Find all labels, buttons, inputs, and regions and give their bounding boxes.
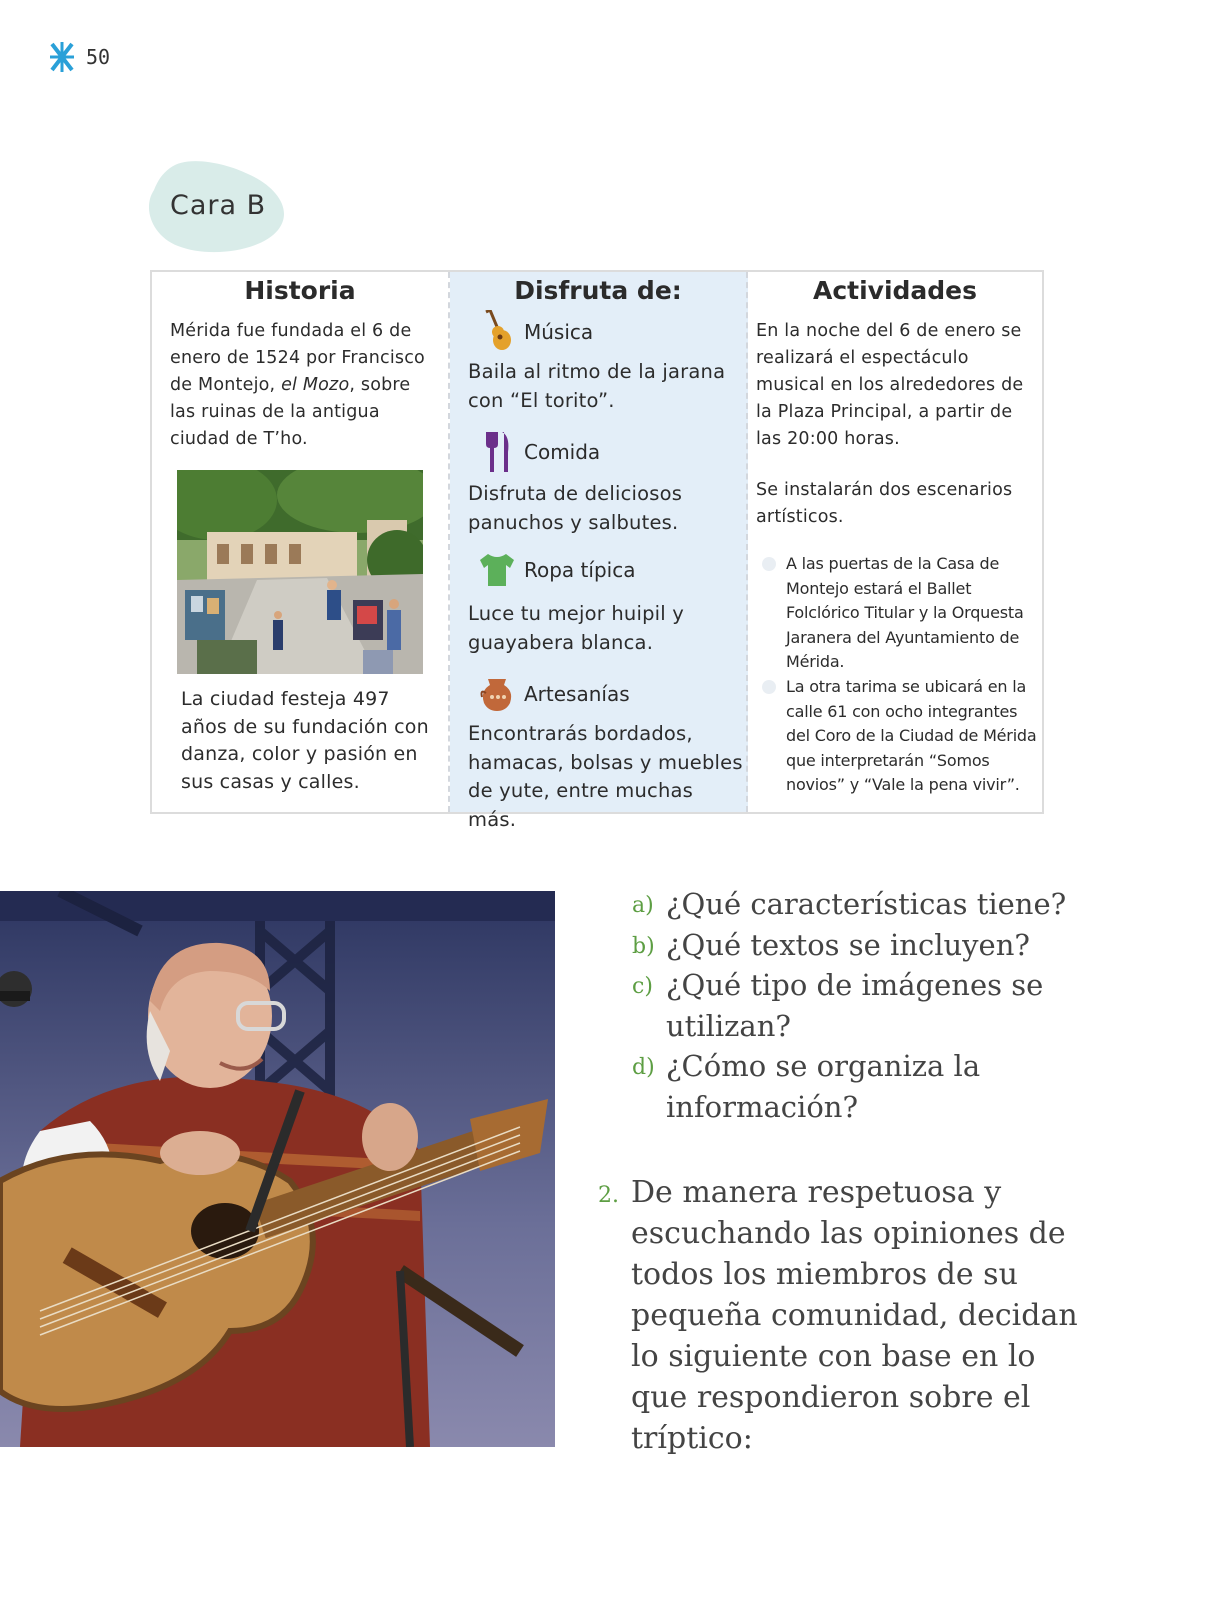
question-text: ¿Qué textos se incluyen? <box>666 927 1030 962</box>
list-item <box>598 1172 1088 1459</box>
actividades-text-1: En la noche del 6 de enero se realizará el espectáculo musical en los alrededores de la Plaza Principal, a partir de las 20:00 horas. <box>756 321 1024 449</box>
artesanias-text: Encontrarás bordados, hamacas, bolsas y muebles de yute, entre muchas más. <box>468 722 743 831</box>
musician-photo <box>0 891 555 1447</box>
musica-heading <box>478 310 593 354</box>
star-knot-icon <box>48 40 76 74</box>
artesanias-heading <box>478 672 630 716</box>
comida-label: Comida <box>524 440 601 464</box>
bullet-text-1: A las puertas de la Casa de Montejo estará el Ballet Folclórico Titular y la Orquesta Jaranera del Ayuntamiento de Mérida. <box>786 554 1024 671</box>
list-item <box>632 965 1092 1046</box>
question-text: ¿Qué características tiene? <box>666 887 1067 921</box>
disfruta-column <box>450 272 748 831</box>
cara-label: Cara B <box>170 190 267 221</box>
instruction-text: De manera respetuosa y escuchando las opiniones de todos los miembros de su pequeña comunidad, decidan lo siguiente con base en lo que respondieron sobre el tríptico: <box>631 1175 1078 1456</box>
question-letter: c) <box>632 974 653 999</box>
questions-list <box>632 884 1092 1127</box>
actividades-title: Actividades <box>812 276 978 305</box>
page-header <box>48 40 110 74</box>
comida-text: Disfruta de deliciosos panuchos y salbutes. <box>468 482 683 534</box>
instruction-2 <box>598 1172 1088 1459</box>
fork-knife-icon <box>478 430 516 474</box>
question-text: ¿Cómo se organiza la información? <box>666 1049 981 1124</box>
shirt-icon <box>478 548 516 592</box>
bullet-dot <box>762 557 776 571</box>
triptico-panel <box>150 270 1044 831</box>
ropa-text: Luce tu mejor huipil y guayabera blanca. <box>468 602 685 654</box>
actividades-text-2: Se instalarán dos escenarios artísticos. <box>756 480 1013 527</box>
artesanias-label: Artesanías <box>524 682 630 706</box>
question-letter: b) <box>632 933 655 959</box>
question-letter: d) <box>632 1055 655 1080</box>
ropa-label: Ropa típica <box>524 558 636 582</box>
disfruta-title: Disfruta de: <box>514 276 682 305</box>
bullet-text-2: La otra tarima se ubicará en la calle 61 con ocho integrantes del Coro de la Ciudad de Mérida que interpretarán “Somos novios” y “Vale la pena vivir”. <box>786 677 1037 794</box>
musica-text: Baila al ritmo de la jarana con “El torito”. <box>468 360 726 412</box>
historia-text: Mérida fue fundada el 6 de enero de 1524 por Francisco de Montejo, el Mozo, sobre las ruinas de la antigua ciudad de T’ho. <box>170 321 425 449</box>
page-number: 50 <box>86 45 111 69</box>
question-text: ¿Qué tipo de imágenes se utilizan? <box>666 968 1044 1043</box>
historia-caption: La ciudad festeja 497 años de su fundación con danza, color y pasión en sus casas y calles. <box>181 688 429 793</box>
item-number: 2. <box>598 1183 619 1208</box>
comida-heading <box>478 430 600 474</box>
historia-column <box>152 272 450 812</box>
list-item <box>632 884 1092 925</box>
list-item <box>632 925 1092 966</box>
musica-label: Música <box>524 320 594 344</box>
actividades-column <box>748 272 1042 812</box>
plaza-photo <box>177 470 423 674</box>
question-letter: a) <box>632 893 654 918</box>
cara-badge <box>148 158 288 256</box>
ropa-heading <box>478 548 635 592</box>
bullet-dot <box>762 680 776 694</box>
historia-title: Historia <box>244 276 356 305</box>
list-item <box>632 1046 1092 1127</box>
pottery-icon <box>478 672 516 716</box>
guitar-icon <box>478 310 516 354</box>
